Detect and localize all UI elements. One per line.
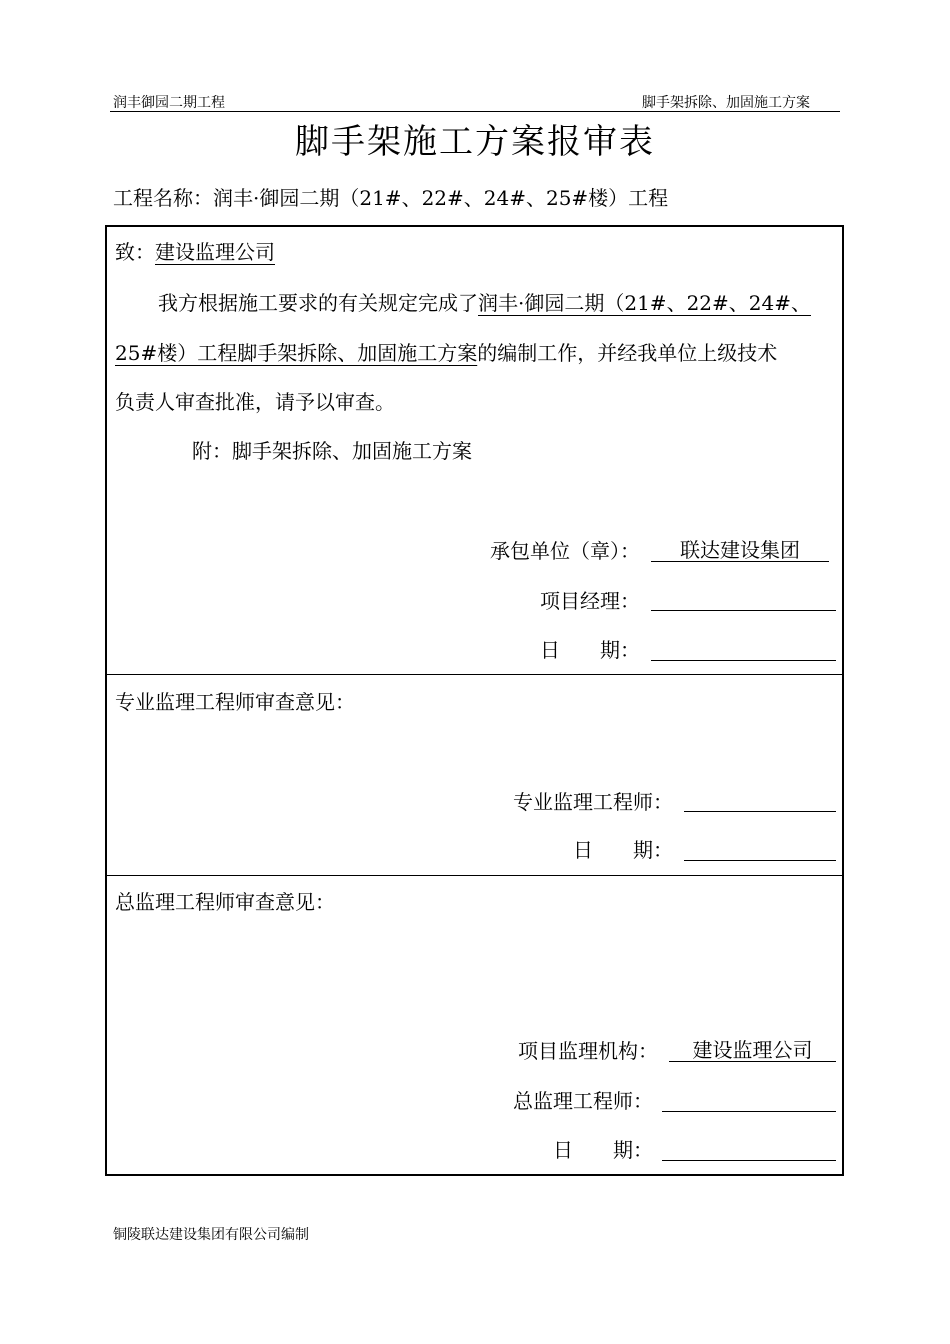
- engineer-date-label: 日 期：: [573, 838, 673, 862]
- engineer-label: 专业监理工程师：: [513, 790, 673, 814]
- contractor-label: 承包单位（章）：: [490, 539, 640, 563]
- chief-line: [662, 1111, 836, 1112]
- org-line: [669, 1061, 836, 1062]
- project-ref: 润丰·御园二期（21#、22#、24#、: [478, 291, 811, 315]
- project-name: 工程名称：润丰·御园二期（21#、22#、24#、25#楼）工程: [113, 186, 669, 210]
- addressee: [115, 236, 275, 265]
- contractor-value: 联达建设集团: [680, 538, 800, 562]
- chief-heading: 总监理工程师审查意见：: [115, 890, 335, 914]
- table-divider-2: [105, 875, 844, 876]
- chief-date-line: [662, 1160, 836, 1161]
- engineer-date-line: [684, 860, 836, 861]
- scheme-ref: 25#楼）工程脚手架拆除、加固施工方案: [115, 341, 478, 365]
- chief-label: 总监理工程师：: [513, 1089, 653, 1113]
- org-label: 项目监理机构：: [518, 1039, 658, 1063]
- contractor-date-line: [651, 660, 836, 661]
- header-right: 脚手架拆除、加固施工方案: [642, 95, 810, 111]
- table-divider-1: [105, 674, 844, 675]
- footer-text: 铜陵联达建设集团有限公司编制: [113, 1227, 309, 1243]
- contractor-date-label: 日 期：: [540, 638, 640, 662]
- pm-label: 项目经理：: [540, 589, 640, 613]
- page-title: 脚手架施工方案报审表: [295, 122, 655, 162]
- engineer-line: [684, 811, 836, 812]
- addressee-value: 建设监理公司: [155, 240, 275, 264]
- engineer-heading: 专业监理工程师审查意见：: [115, 690, 355, 714]
- body-line-1-text: 我方根据施工要求的有关规定完成了: [158, 291, 478, 315]
- body-line-1: [158, 287, 811, 316]
- chief-date-label: 日 期：: [553, 1138, 653, 1162]
- attachment: 附：脚手架拆除、加固施工方案: [192, 439, 472, 463]
- org-value: 建设监理公司: [692, 1038, 813, 1062]
- contractor-line: [651, 561, 829, 562]
- header-rule: [110, 111, 840, 112]
- header-left: 润丰御园二期工程: [113, 95, 225, 111]
- body-line-2: [115, 337, 777, 366]
- body-line-3: 负责人审查批准，请予以审查。: [115, 390, 395, 414]
- addressee-label: 致：: [115, 240, 155, 264]
- body-line-2-text: 的编制工作，并经我单位上级技术: [477, 341, 778, 365]
- pm-line: [651, 610, 836, 611]
